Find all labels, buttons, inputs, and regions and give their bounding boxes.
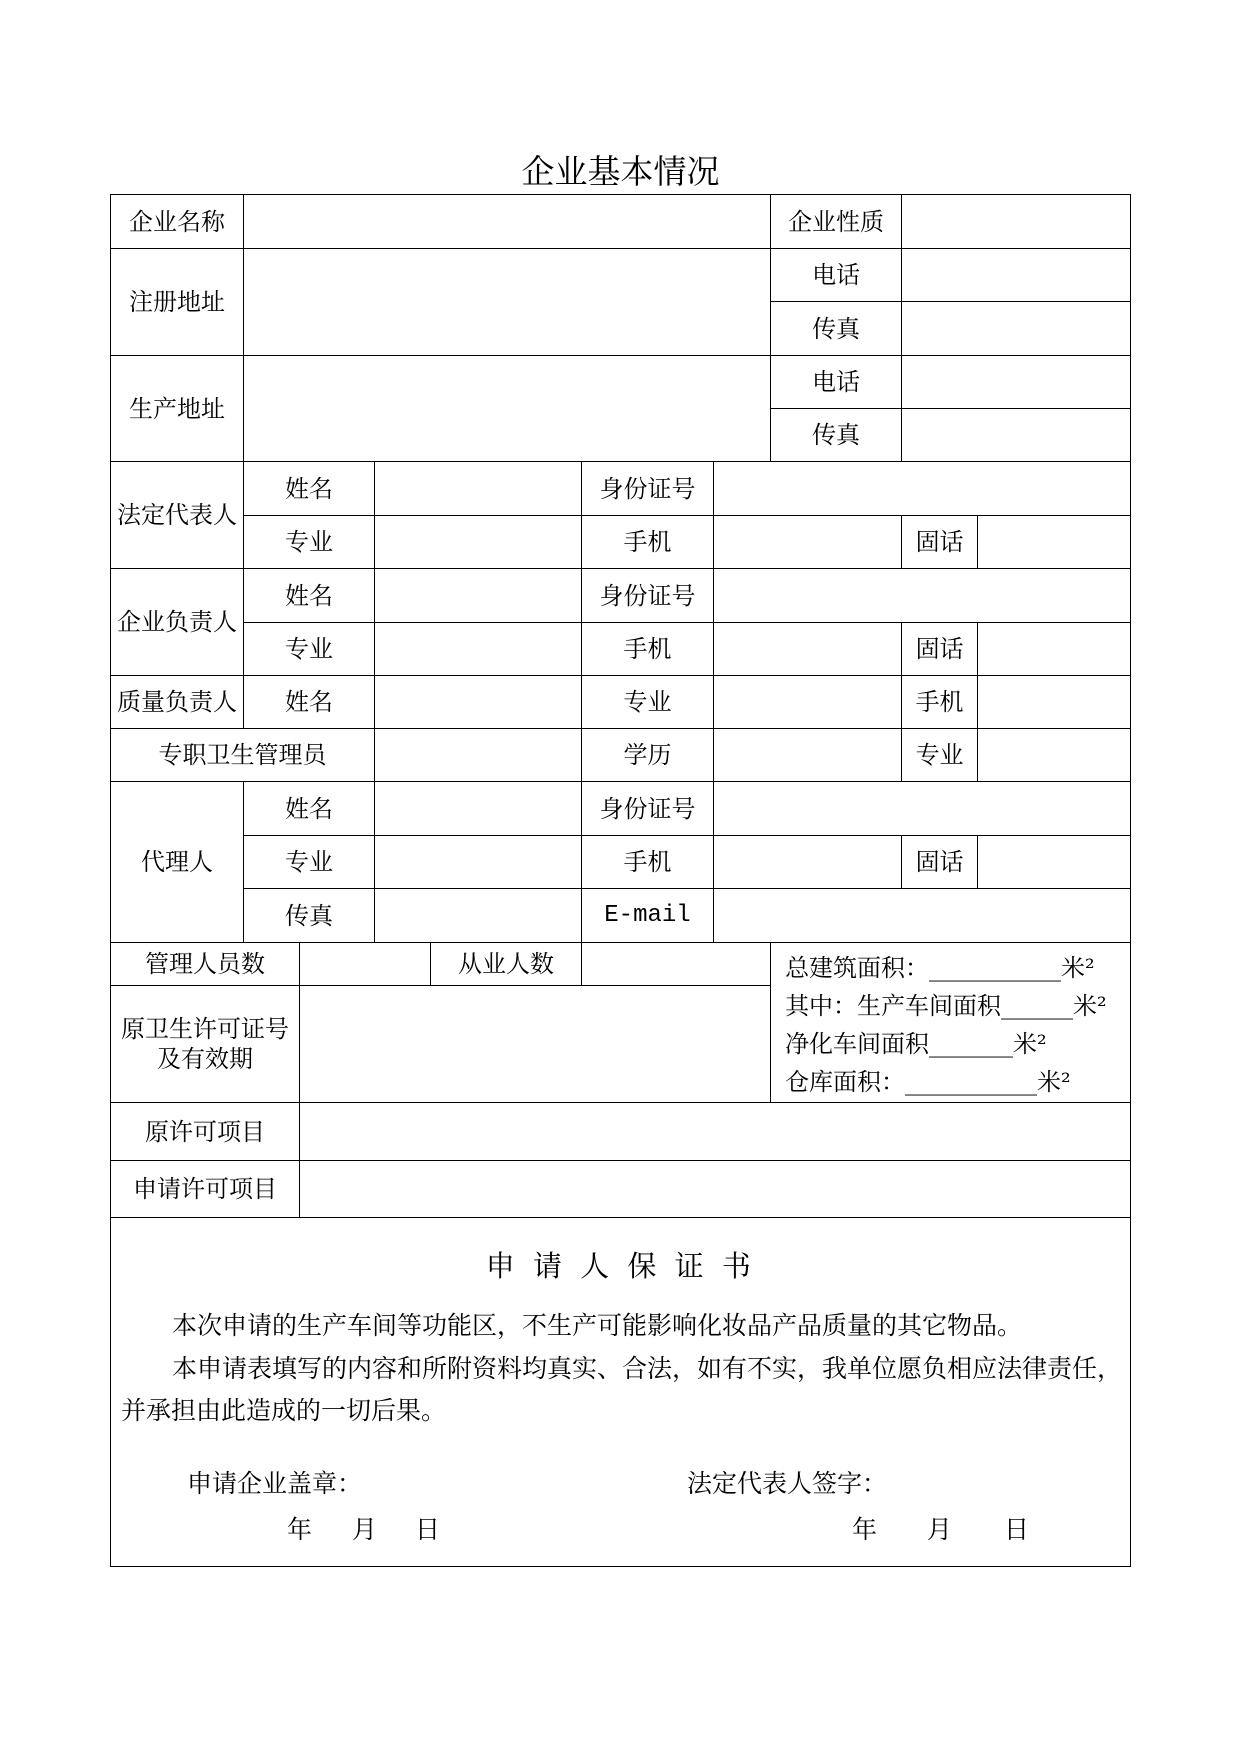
agent-email-label: E-mail <box>582 889 714 943</box>
quality-head-major-label: 专业 <box>582 676 714 729</box>
employees-count-field[interactable] <box>582 943 771 986</box>
agent-row-1 <box>111 782 1131 836</box>
staff-row <box>111 943 1131 986</box>
agent-name-field[interactable] <box>375 782 582 836</box>
agent-row-3 <box>111 889 1131 943</box>
quality-head-row <box>111 676 1131 729</box>
agent-major-label: 专业 <box>244 836 375 889</box>
guarantee-row <box>111 1218 1131 1567</box>
legal-rep-mobile-field[interactable] <box>714 516 902 569</box>
quality-head-mobile-field[interactable] <box>978 676 1131 729</box>
legal-rep-label: 法定代表人 <box>111 462 244 569</box>
production-fax-field[interactable] <box>902 409 1131 462</box>
enterprise-nature-field[interactable] <box>902 195 1131 249</box>
agent-fax-field[interactable] <box>375 889 582 943</box>
previous-license-label-line1: 原卫生许可证号 <box>121 1015 289 1043</box>
enterprise-nature-label: 企业性质 <box>771 195 902 249</box>
production-phone-label: 电话 <box>771 356 902 409</box>
seal-label: 申请企业盖章： <box>187 1469 363 1498</box>
quality-head-major-field[interactable] <box>714 676 902 729</box>
applied-items-field[interactable] <box>300 1161 1131 1218</box>
enterprise-info-table <box>110 194 1131 1567</box>
area-info-cell <box>771 943 1131 1103</box>
guarantee-section <box>111 1218 1131 1567</box>
legal-rep-landline-field[interactable] <box>978 516 1131 569</box>
page-title: 企业基本情况 <box>521 152 720 191</box>
signature-label: 法定代表人签字： <box>687 1469 888 1498</box>
registered-address-row <box>111 249 1131 302</box>
production-address-field[interactable] <box>244 356 771 462</box>
enterprise-head-mobile-field[interactable] <box>714 623 902 676</box>
employees-count-label: 从业人数 <box>431 943 582 986</box>
enterprise-head-row-1 <box>111 569 1131 623</box>
enterprise-head-name-field[interactable] <box>375 569 582 623</box>
seal-date-year: 年 <box>287 1515 313 1544</box>
signature-date-month: 月 <box>927 1515 953 1544</box>
hygiene-manager-label: 专职卫生管理员 <box>111 729 375 782</box>
legal-rep-id-label: 身份证号 <box>582 462 714 516</box>
clean-area-line: 净化车间面积_______米² <box>785 1030 1047 1058</box>
guarantee-title: 申 请 人 保 证 书 <box>485 1249 756 1283</box>
registered-phone-label: 电话 <box>771 249 902 302</box>
enterprise-head-id-label: 身份证号 <box>582 569 714 623</box>
total-area-line: 总建筑面积：___________米² <box>785 954 1095 982</box>
production-address-label: 生产地址 <box>111 356 244 462</box>
agent-id-label: 身份证号 <box>582 782 714 836</box>
seal-date-day: 日 <box>415 1515 441 1544</box>
previous-license-label-line2: 及有效期 <box>157 1045 253 1073</box>
registered-phone-field[interactable] <box>902 249 1131 302</box>
legal-rep-name-label: 姓名 <box>244 462 375 516</box>
agent-major-field[interactable] <box>375 836 582 889</box>
managers-count-label: 管理人员数 <box>111 943 300 986</box>
agent-name-label: 姓名 <box>244 782 375 836</box>
quality-head-mobile-label: 手机 <box>902 676 978 729</box>
registered-fax-field[interactable] <box>902 302 1131 356</box>
agent-mobile-label: 手机 <box>582 836 714 889</box>
enterprise-head-row-2 <box>111 623 1131 676</box>
enterprise-head-major-field[interactable] <box>375 623 582 676</box>
hygiene-manager-education-label: 学历 <box>582 729 714 782</box>
registered-address-field[interactable] <box>244 249 771 356</box>
agent-landline-field[interactable] <box>978 836 1131 889</box>
legal-rep-landline-label: 固话 <box>902 516 978 569</box>
guarantee-paragraph-2-line-2: 并承担由此造成的一切后果。 <box>121 1396 447 1425</box>
enterprise-head-major-label: 专业 <box>244 623 375 676</box>
hygiene-manager-name-field[interactable] <box>375 729 582 782</box>
enterprise-row <box>111 195 1131 249</box>
production-address-row <box>111 356 1131 409</box>
agent-label: 代理人 <box>111 782 244 943</box>
previous-items-label: 原许可项目 <box>111 1103 300 1161</box>
applied-items-row <box>111 1161 1131 1218</box>
signature-date-year: 年 <box>852 1515 878 1544</box>
legal-rep-row-2 <box>111 516 1131 569</box>
production-fax-label: 传真 <box>771 409 902 462</box>
enterprise-head-landline-field[interactable] <box>978 623 1131 676</box>
quality-head-name-label: 姓名 <box>244 676 375 729</box>
legal-rep-major-label: 专业 <box>244 516 375 569</box>
enterprise-head-landline-label: 固话 <box>902 623 978 676</box>
agent-fax-label: 传真 <box>244 889 375 943</box>
warehouse-area-line: 仓库面积：___________米² <box>785 1068 1071 1096</box>
previous-license-field[interactable] <box>300 986 771 1103</box>
managers-count-field[interactable] <box>300 943 431 986</box>
quality-head-label: 质量负责人 <box>111 676 244 729</box>
guarantee-paragraph-1: 本次申请的生产车间等功能区，不生产可能影响化妆品产品质量的其它物品。 <box>172 1311 1023 1340</box>
quality-head-name-field[interactable] <box>375 676 582 729</box>
agent-id-field[interactable] <box>714 782 1131 836</box>
agent-email-field[interactable] <box>714 889 1131 943</box>
legal-rep-major-field[interactable] <box>375 516 582 569</box>
enterprise-head-name-label: 姓名 <box>244 569 375 623</box>
production-area-line: 其中：生产车间面积______米² <box>785 992 1107 1020</box>
legal-rep-mobile-label: 手机 <box>582 516 714 569</box>
seal-date-month: 月 <box>352 1515 378 1544</box>
registered-address-label: 注册地址 <box>111 249 244 356</box>
agent-mobile-field[interactable] <box>714 836 902 889</box>
applied-items-label: 申请许可项目 <box>111 1161 300 1218</box>
enterprise-name-field[interactable] <box>244 195 771 249</box>
hygiene-manager-education-field[interactable] <box>714 729 902 782</box>
enterprise-head-label: 企业负责人 <box>111 569 244 676</box>
previous-license-label <box>111 986 300 1103</box>
enterprise-head-mobile-label: 手机 <box>582 623 714 676</box>
legal-rep-id-field[interactable] <box>714 462 1131 516</box>
hygiene-manager-row <box>111 729 1131 782</box>
legal-rep-name-field[interactable] <box>375 462 582 516</box>
production-phone-field[interactable] <box>902 356 1131 409</box>
previous-items-field[interactable] <box>300 1103 1131 1161</box>
enterprise-head-id-field[interactable] <box>714 569 1131 623</box>
legal-rep-row-1 <box>111 462 1131 516</box>
hygiene-manager-major-field[interactable] <box>978 729 1131 782</box>
agent-row-2 <box>111 836 1131 889</box>
hygiene-manager-major-label: 专业 <box>902 729 978 782</box>
guarantee-paragraph-2-line-1: 本申请表填写的内容和所附资料均真实、合法，如有不实，我单位愿负相应法律责任， <box>172 1354 1123 1383</box>
previous-items-row <box>111 1103 1131 1161</box>
registered-fax-label: 传真 <box>771 302 902 356</box>
agent-landline-label: 固话 <box>902 836 978 889</box>
signature-date-day: 日 <box>1004 1515 1030 1544</box>
enterprise-name-label: 企业名称 <box>111 195 244 249</box>
